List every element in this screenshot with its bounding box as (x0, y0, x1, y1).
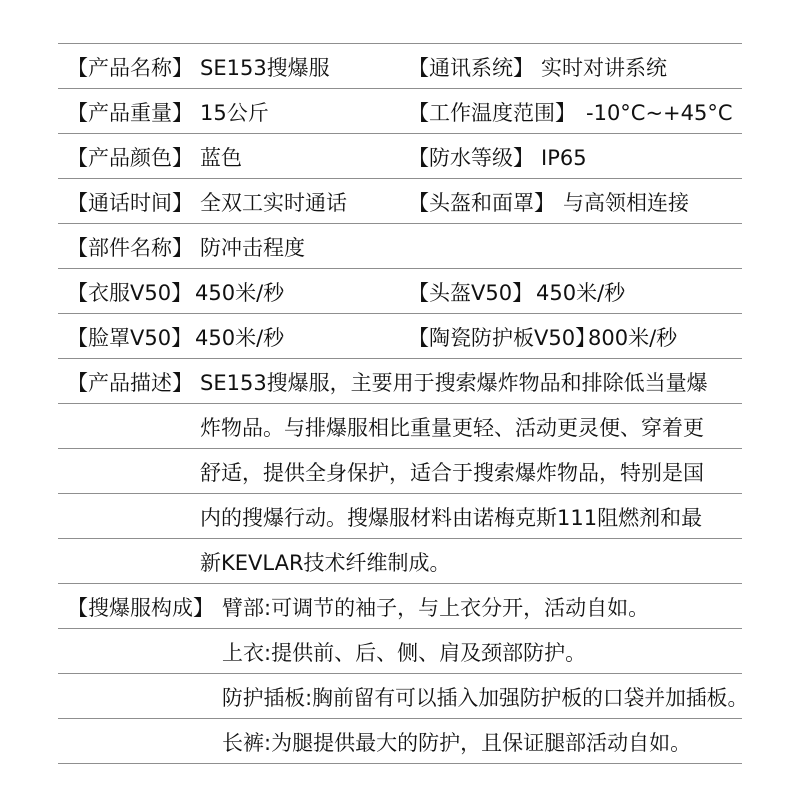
row-divider (58, 583, 742, 584)
composition-line: 防护插板:胸前留有可以插入加强防护板的口袋并加插板。 (222, 686, 749, 710)
spec-value: SE153搜爆服 (200, 56, 330, 80)
row-divider (58, 403, 742, 404)
composition-label: 【搜爆服构成】 (67, 596, 214, 620)
row-divider (58, 448, 742, 449)
composition-line: 臂部:可调节的袖子，与上衣分开，活动自如。 (222, 596, 650, 620)
spec-label: 【陶瓷防护板V50】 (408, 326, 597, 350)
spec-label: 【产品名称】 (67, 56, 193, 80)
spec-label: 【头盔和面罩】 (408, 191, 555, 215)
description-line: 新KEVLAR技术纤维制成。 (200, 551, 451, 575)
spec-label: 【通话时间】 (67, 191, 193, 215)
spec-label: 【脸罩V50】 (67, 326, 193, 350)
spec-value: -10°C~+45°C (586, 101, 733, 125)
spec-label: 【头盔V50】 (408, 281, 534, 305)
spec-value: 800米/秒 (588, 326, 678, 350)
spec-value: 15公斤 (200, 101, 269, 125)
row-divider (58, 313, 742, 314)
spec-value: 实时对讲系统 (541, 56, 667, 80)
row-divider (58, 133, 742, 134)
description-line: SE153搜爆服，主要用于搜索爆炸物品和排除低当量爆 (200, 371, 708, 395)
spec-label: 【衣服V50】 (67, 281, 193, 305)
row-divider (58, 673, 742, 674)
spec-value: 450米/秒 (536, 281, 626, 305)
row-divider (58, 88, 742, 89)
row-divider (58, 268, 742, 269)
spec-label: 【防水等级】 (408, 146, 534, 170)
row-divider (58, 493, 742, 494)
row-divider (58, 178, 742, 179)
spec-label: 【工作温度范围】 (408, 101, 576, 125)
spec-label: 【部件名称】 (67, 236, 193, 260)
row-divider (58, 763, 742, 764)
spec-label: 【产品重量】 (67, 101, 193, 125)
row-divider (58, 718, 742, 719)
spec-value: 450米/秒 (195, 281, 285, 305)
spec-value: 防冲击程度 (200, 236, 305, 260)
spec-value: 与高领相连接 (563, 191, 689, 215)
description-line: 舒适，提供全身保护，适合于搜索爆炸物品，特别是国 (200, 461, 704, 485)
spec-value: 全双工实时通话 (200, 191, 347, 215)
row-divider (58, 43, 742, 44)
spec-label: 【通讯系统】 (408, 56, 534, 80)
row-divider (58, 538, 742, 539)
row-divider (58, 628, 742, 629)
description-label: 【产品描述】 (67, 371, 193, 395)
spec-label: 【产品颜色】 (67, 146, 193, 170)
composition-line: 长裤:为腿提供最大的防护，且保证腿部活动自如。 (222, 731, 692, 755)
spec-value: 蓝色 (200, 146, 242, 170)
row-divider (58, 358, 742, 359)
description-line: 炸物品。与排爆服相比重量更轻、活动更灵便、穿着更 (200, 416, 704, 440)
description-line: 内的搜爆行动。搜爆服材料由诺梅克斯111阻燃剂和最 (200, 506, 703, 530)
spec-value: IP65 (541, 146, 587, 170)
spec-value: 450米/秒 (195, 326, 285, 350)
composition-line: 上衣:提供前、后、侧、肩及颈部防护。 (222, 641, 587, 665)
row-divider (58, 223, 742, 224)
